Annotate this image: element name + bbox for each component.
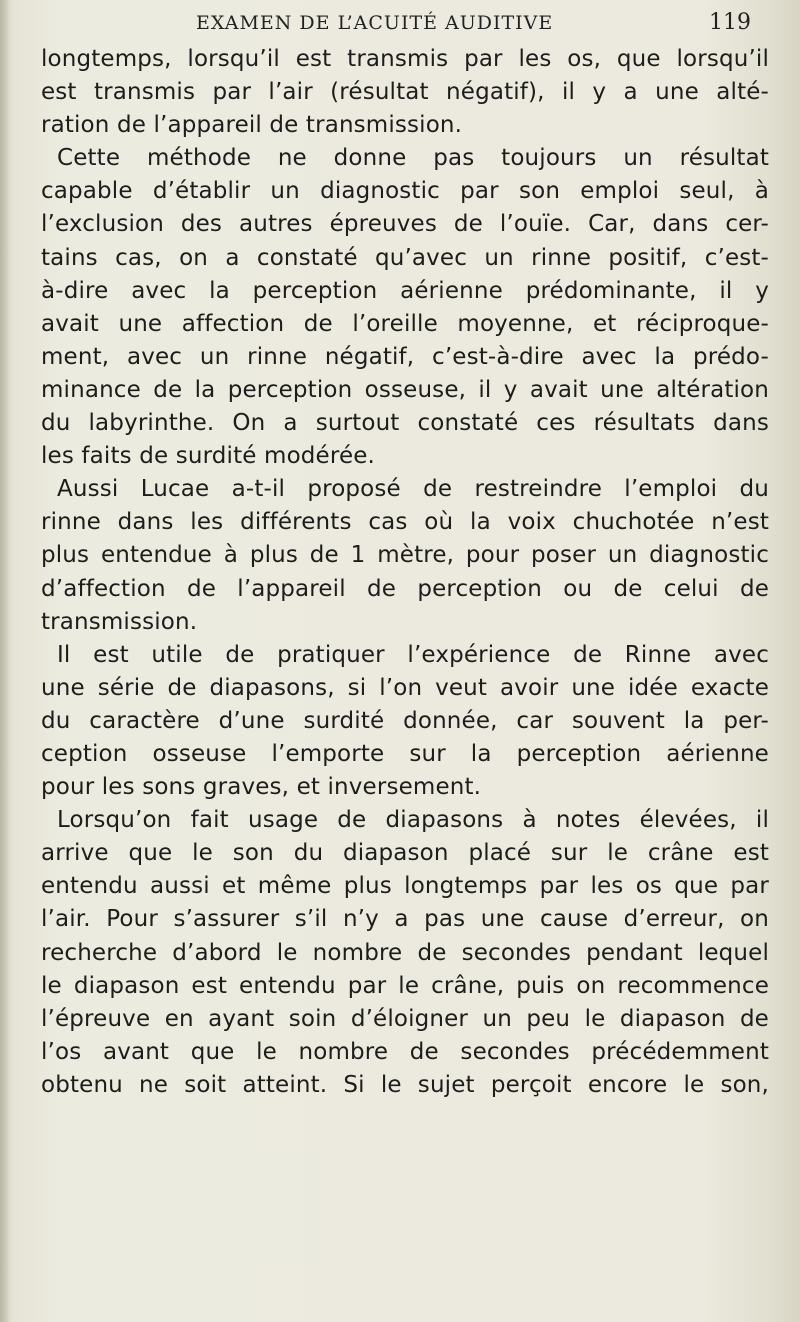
page-number: 119	[709, 10, 751, 35]
text-line: est transmis par l’air (résultat négatif), il y a une alté-	[41, 79, 769, 106]
text-line: ration de l’appareil de transmission.	[41, 112, 463, 139]
paragraph-start-line: Aussi Lucae a-t-il proposé de restreindre l’emploi du	[57, 476, 769, 503]
text-line: d’affection de l’appareil de perception ou de celui de	[41, 575, 769, 602]
text-line: plus entendue à plus de 1 mètre, pour poser un diagnostic	[41, 542, 769, 569]
text-line: obtenu ne soit atteint. Si le sujet perçoit encore le son,	[41, 1071, 769, 1098]
text-line: minance de la perception osseuse, il y avait une altération	[41, 376, 769, 403]
text-line: les faits de surdité modérée.	[41, 443, 376, 470]
running-title: EXAMEN DE L’ACUITÉ AUDITIVE	[196, 12, 554, 34]
text-line: l’exclusion des autres épreuves de l’ouïe. Car, dans cer-	[41, 211, 769, 238]
text-line: pour les sons graves, et inversement.	[41, 774, 482, 801]
page-header	[0, 4, 800, 40]
text-line: l’air. Pour s’assurer s’il n’y a pas une cause d’erreur, on	[41, 906, 769, 933]
text-line: ment, avec un rinne négatif, c’est-à-dire avec la prédo-	[41, 343, 769, 370]
text-line: avait une affection de l’oreille moyenne, et réciproque-	[41, 310, 769, 337]
body-text	[41, 43, 769, 1102]
paragraph-start-line: Il est utile de pratiquer l’expérience de Rinne avec	[57, 641, 769, 668]
text-line: capable d’établir un diagnostic par son emploi seul, à	[41, 178, 769, 205]
text-line: le diapason est entendu par le crâne, puis on recommence	[41, 972, 769, 999]
text-line: rinne dans les différents cas où la voix chuchotée n’est	[41, 509, 769, 536]
binding-shadow	[0, 0, 10, 1322]
text-line: transmission.	[41, 608, 198, 635]
text-line: arrive que le son du diapason placé sur le crâne est	[41, 840, 769, 867]
text-line: l’os avant que le nombre de secondes précédemment	[41, 1038, 769, 1065]
paragraph-start-line: Cette méthode ne donne pas toujours un résultat	[57, 145, 769, 172]
text-line: tains cas, on a constaté qu’avec un rinne positif, c’est-	[41, 244, 769, 271]
text-line: à-dire avec la perception aérienne prédominante, il y	[41, 277, 769, 304]
text-line: ception osseuse l’emporte sur la perception aérienne	[41, 740, 769, 767]
text-line: du caractère d’une surdité donnée, car souvent la per-	[41, 707, 769, 734]
text-line: recherche d’abord le nombre de secondes pendant lequel	[41, 939, 769, 966]
text-line: l’épreuve en ayant soin d’éloigner un peu le diapason de	[41, 1005, 769, 1032]
text-line: longtemps, lorsqu’il est transmis par les os, que lorsqu’il	[41, 46, 769, 72]
paragraph-start-line: Lorsqu’on fait usage de diapasons à notes élevées, il	[57, 807, 769, 834]
text-line: entendu aussi et même plus longtemps par les os que par	[41, 873, 769, 900]
text-line: une série de diapasons, si l’on veut avoir une idée exacte	[41, 674, 769, 701]
text-line: du labyrinthe. On a surtout constaté ces résultats dans	[41, 410, 769, 437]
